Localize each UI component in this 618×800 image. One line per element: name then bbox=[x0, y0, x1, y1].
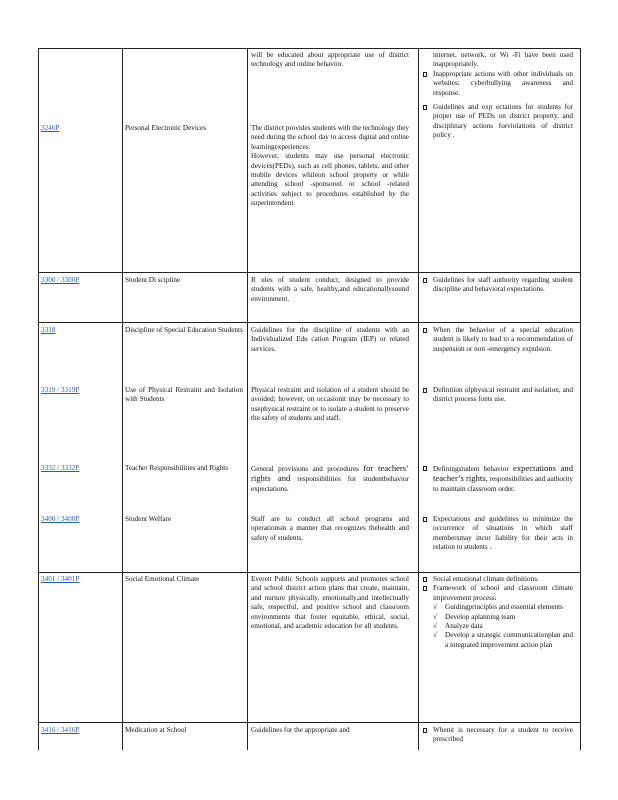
description-text: will be educated about appropriate use of district technology and online behavior. bbox=[251, 51, 409, 69]
notes-cell-continued bbox=[423, 51, 573, 141]
policy-title-3400: Student Welfare bbox=[125, 515, 172, 523]
policy-title-3332: Teacher Responsibilities and Rights bbox=[125, 464, 229, 472]
description-text: for teachers’ rights and bbox=[251, 464, 409, 484]
description-text: The district provides students with the technology they need during the school day to access digital and online learningexperiences. bbox=[251, 124, 409, 151]
column-divider-1 bbox=[122, 48, 123, 750]
notes-bullet: Expectations and guidelines to minimize the occurrence of situations in which staff membersmay incur liability for their acts in relation to students . bbox=[423, 515, 573, 553]
row-divider-3300 bbox=[38, 272, 580, 273]
notes-cell-3416 bbox=[423, 726, 573, 748]
policy-code-link-3246P[interactable]: 3246P bbox=[41, 124, 60, 132]
description-text: Staff are to conduct all school programs and operationsin a manner that recognizes thehealth and safety of students. bbox=[251, 515, 409, 542]
description-text: Physical restraint and isolation of a student should be avoided; however, on occasionit may be necessary to usephysical restraint or to isolate a student to preserve the safety of students and staff. bbox=[251, 386, 409, 423]
description-text: R ules of student conduct, designed to provide students with a safe, healthy,and educationallysound environment. bbox=[251, 276, 409, 303]
checkbox-bullet-icon bbox=[423, 577, 427, 582]
description-cell-3319 bbox=[251, 386, 409, 424]
check-mark-icon: √ bbox=[433, 603, 437, 612]
notes-text: internet, network, or Wi -Fi have been used inappropriately. bbox=[433, 51, 573, 69]
check-mark-icon: √ bbox=[433, 612, 437, 621]
notes-subitem: √ Develop a strategic communicationplan and a integrated improvement action plan bbox=[433, 631, 573, 649]
column-divider-2 bbox=[247, 48, 248, 750]
notes-cell-3319 bbox=[423, 386, 573, 405]
policy-code-link-3400[interactable]: 3400 / 3400P bbox=[41, 515, 80, 523]
checkbox-bullet-icon bbox=[423, 517, 427, 522]
description-text: Guidelines for the appropriate and bbox=[251, 726, 350, 734]
notes-bullet: Guidelines for staff authority regarding student discipline and behavioral expectations. bbox=[423, 276, 573, 295]
row-divider-3318 bbox=[38, 322, 580, 323]
check-mark-icon: √ bbox=[433, 631, 437, 640]
checkbox-bullet-icon bbox=[423, 586, 427, 591]
description-cell-3416 bbox=[251, 726, 409, 735]
notes-cell-3400 bbox=[423, 515, 573, 553]
policy-title-3416: Medication at School bbox=[125, 726, 187, 734]
checkbox-bullet-icon bbox=[423, 328, 427, 333]
checkbox-bullet-icon bbox=[423, 105, 427, 110]
notes-cell-3318 bbox=[423, 326, 573, 354]
description-cell-3300 bbox=[251, 276, 409, 304]
description-cell-3400 bbox=[251, 515, 409, 543]
checkbox-bullet-icon bbox=[423, 466, 427, 471]
policy-title-3300: Student Di scipline bbox=[125, 276, 181, 284]
description-text: However, students may use personal electronic devices(PEDs), such as cell phones, tablets, and other mobile devices whileon school property or while attending school -sponsored or school -related activities subject to procedures established by the superintendent. bbox=[251, 152, 409, 208]
description-text: responsibilities for studentbehavior expectations. bbox=[251, 475, 409, 493]
description-cell-3401 bbox=[251, 575, 409, 631]
policy-title-3319: Use of Physical Restraint and Isolation with Students bbox=[125, 386, 243, 404]
table-border-top bbox=[38, 48, 580, 49]
description-text: Guidelines for the discipline of students with an Individualized Edu cation Program (IEP) or related services. bbox=[251, 326, 409, 353]
notes-bullet: Whenit is necessary for a student to receive prescribed bbox=[423, 726, 573, 745]
policy-code-link-3319[interactable]: 3319 / 3319P bbox=[41, 386, 80, 394]
table-border-left bbox=[38, 48, 39, 750]
checkbox-bullet-icon bbox=[423, 728, 427, 733]
description-text: Everett Public Schools supports and promotes school and school district action plans that create, maintain, and nurture physically, emotionally,and intellectually safe, respectful, and positive school and classroom environments that foster equitable, ethical, social, emotional, and academic education for all students. bbox=[251, 575, 409, 631]
notes-bullet: Framework of school and classroom climate improvement process: bbox=[423, 584, 573, 603]
notes-subitem: √ Analyze data bbox=[433, 622, 483, 631]
notes-bullet: Guidelines and exp ectations for students for proper use of PEDs on district property, and disciplinary actions forviolations of district policy . bbox=[423, 103, 573, 141]
policy-code-link-3416[interactable]: 3416 / 3416P bbox=[41, 726, 80, 734]
description-cell-3318 bbox=[251, 326, 409, 354]
notes-cell-3401 bbox=[423, 575, 573, 650]
policy-code-link-3318[interactable]: 3318 bbox=[41, 326, 56, 334]
row-divider-3401 bbox=[38, 572, 580, 573]
description-cell-3332 bbox=[251, 464, 409, 494]
policy-code-link-3300[interactable]: 3300 / 3300P bbox=[41, 276, 80, 284]
policy-title-3401: Social Emotional Climate bbox=[125, 575, 200, 583]
notes-bullet: Definition ofphysical restraint and isolation, and district process fonts use. bbox=[423, 386, 573, 405]
description-text: General provisions and procedures bbox=[251, 465, 359, 473]
notes-subitem: √ Guidingprinciples and essential elements bbox=[433, 603, 563, 612]
checkbox-bullet-icon bbox=[423, 388, 427, 393]
policy-code-link-3401[interactable]: 3401 / 3401P bbox=[41, 575, 80, 583]
notes-cell-3332 bbox=[423, 464, 573, 494]
table-border-right bbox=[580, 48, 581, 750]
policy-code-link-3332[interactable]: 3332 / 3332P bbox=[41, 464, 80, 472]
policy-title-3246P: Personal Electronic Devices bbox=[125, 124, 207, 132]
notes-bullet: Social emotional climate definitions. bbox=[423, 575, 573, 584]
policy-title-3318: Discipline of Special Education Students bbox=[125, 326, 243, 334]
checkbox-bullet-icon bbox=[423, 278, 427, 283]
notes-bullet: When the behavior of a special education student is likely to lead to a recommendation of suspension or non -emergency expulsion. bbox=[423, 326, 573, 354]
description-cell-continued bbox=[251, 51, 409, 70]
notes-bullet: Definingstudent behavior expectations and teacher’s rights, responsibilities and authority to maintain classroom order. bbox=[423, 464, 573, 494]
description-cell-3246P bbox=[251, 124, 409, 209]
check-mark-icon: √ bbox=[433, 622, 437, 631]
notes-bullet: Inappropriate actions with other individuals on websites; cyberbullying awareness and response. bbox=[423, 70, 573, 98]
checkbox-bullet-icon bbox=[423, 72, 427, 77]
notes-cell-3300 bbox=[423, 276, 573, 295]
row-divider-3416 bbox=[38, 722, 580, 723]
notes-subitem: √ Develop aplanning team bbox=[433, 612, 516, 621]
column-divider-3 bbox=[418, 48, 419, 750]
